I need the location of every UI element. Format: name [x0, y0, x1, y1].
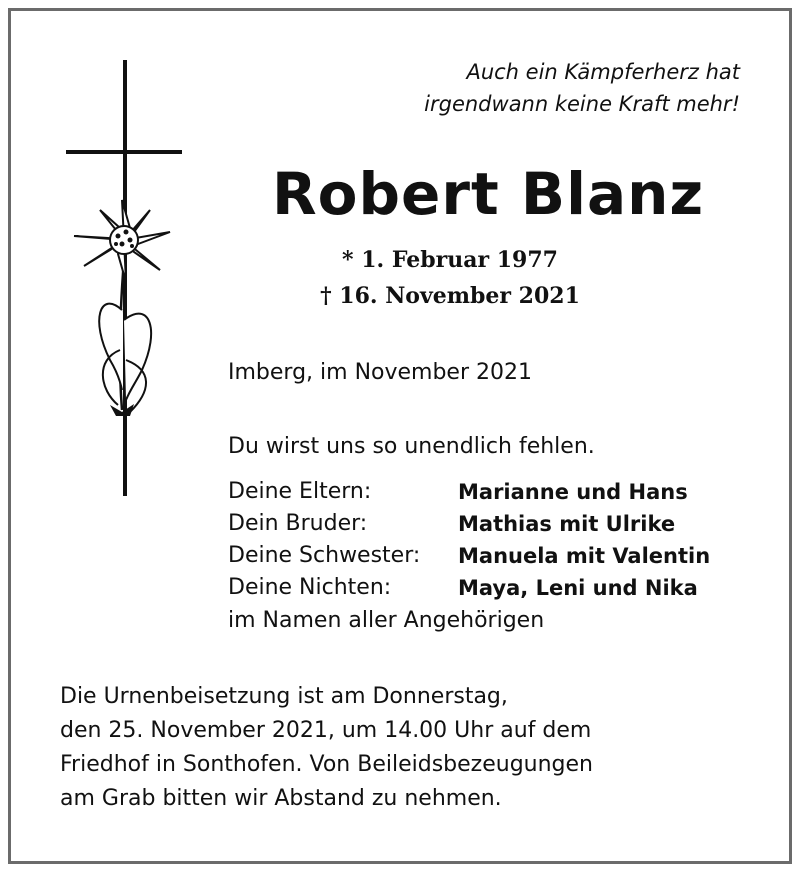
relative-row-parents — [228, 476, 710, 508]
relative-row-brother — [228, 508, 710, 540]
relative-row-nieces — [228, 572, 710, 604]
motto-line-1: Auch ein Kämpferherz hat — [466, 60, 740, 84]
relative-row-sister — [228, 540, 710, 572]
relative-label: Dein Bruder: — [228, 511, 368, 536]
motto — [424, 56, 740, 120]
relatives-list — [228, 476, 710, 604]
place-and-date: Imberg, im November 2021 — [228, 360, 532, 385]
funeral-line-3: Friedhof in Sonthofen. Von Beileidsbezeugungen — [60, 752, 593, 777]
deceased-name: Robert Blanz — [272, 160, 705, 228]
death-date: † 16. November 2021 — [320, 283, 580, 309]
motto-line-2: irgendwann keine Kraft mehr! — [424, 92, 740, 116]
life-dates — [300, 242, 600, 314]
relative-label: Deine Schwester: — [228, 543, 421, 568]
on-behalf-line: im Namen aller Angehörigen — [228, 608, 545, 633]
relative-names: Maya, Leni und Nika — [458, 576, 698, 600]
relative-label: Deine Nichten: — [228, 575, 392, 600]
relative-label: Deine Eltern: — [228, 479, 372, 504]
relative-names: Marianne und Hans — [458, 480, 688, 504]
birth-date: * 1. Februar 1977 — [342, 247, 558, 273]
mourning-line: Du wirst uns so unendlich fehlen. — [228, 434, 595, 459]
funeral-line-2: den 25. November 2021, um 14.00 Uhr auf dem — [60, 718, 592, 743]
relative-names: Mathias mit Ulrike — [458, 512, 676, 536]
funeral-line-1: Die Urnenbeisetzung ist am Donnerstag, — [60, 684, 508, 709]
funeral-line-4: am Grab bitten wir Abstand zu nehmen. — [60, 786, 502, 811]
relative-names: Manuela mit Valentin — [458, 544, 711, 568]
cross-with-edelweiss-icon — [60, 60, 190, 500]
funeral-notice — [60, 680, 760, 816]
